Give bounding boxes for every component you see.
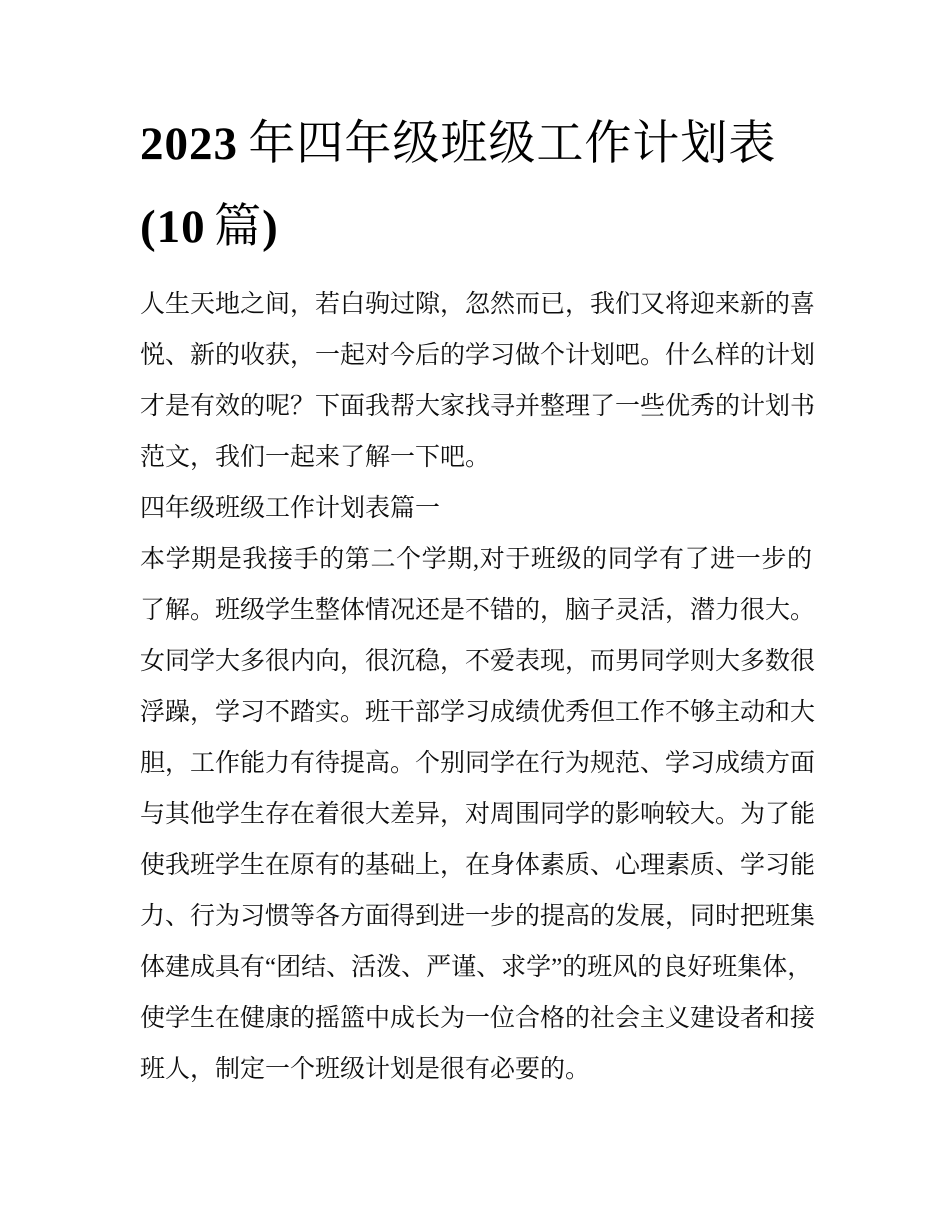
text-line: 范文，我们一起来了解一下吧。 xyxy=(140,444,491,471)
text-line: 体建成具有“团结、活泼、严谨、求学”的班风的良好班集体， xyxy=(140,954,813,981)
section-heading: 四年级班级工作计划表篇一 xyxy=(140,495,441,522)
text-line: 了解。班级学生整体情况还是不错的，脑子灵活，潜力很大。 xyxy=(140,597,816,624)
text-line: 女同学大多很内向，很沉稳，不爱表现，而男同学则大多数很 xyxy=(140,648,816,675)
title-line-1 xyxy=(140,103,812,186)
paragraph-plan-body xyxy=(140,534,816,1095)
title-count-unit: 篇 xyxy=(214,201,263,253)
text-line: 浮躁，学习不踏实。班干部学习成绩优秀但工作不够主动和大 xyxy=(140,699,816,726)
text-line: 人生天地之间，若白驹过隙，忽然而已，我们又将迎来新的喜 xyxy=(140,291,816,318)
text-line: 胆，工作能力有待提高。个别同学在行为规范、学习成绩方面 xyxy=(140,750,816,777)
title-line-2 xyxy=(140,186,812,269)
paragraph-intro xyxy=(140,279,816,483)
title-main-text: 年四年级班级工作计划表 xyxy=(248,118,777,170)
text-line: 使学生在健康的摇篮中成长为一位合格的社会主义建设者和接 xyxy=(140,1005,816,1032)
text-line: 与其他学生存在着很大差异，对周围同学的影响较大。为了能 xyxy=(140,801,816,828)
document-body xyxy=(140,279,816,1095)
title-count-open: (10 xyxy=(140,201,206,253)
text-line: 班人，制定一个班级计划是很有必要的。 xyxy=(140,1056,591,1083)
document-title xyxy=(140,103,812,269)
text-line: 使我班学生在原有的基础上，在身体素质、心理素质、学习能 xyxy=(140,852,816,879)
paragraph-section-heading xyxy=(140,483,812,534)
title-count-close: ) xyxy=(262,201,279,253)
text-line: 本学期是我接手的第二个学期,对于班级的同学有了进一步的 xyxy=(140,546,812,573)
text-line: 才是有效的呢？下面我帮大家找寻并整理了一些优秀的计划书 xyxy=(140,393,816,420)
title-year: 2023 xyxy=(140,118,238,170)
text-line: 悦、新的收获，一起对今后的学习做个计划吧。什么样的计划 xyxy=(140,342,816,369)
text-line: 力、行为习惯等各方面得到进一步的提高的发展，同时把班集 xyxy=(140,903,816,930)
